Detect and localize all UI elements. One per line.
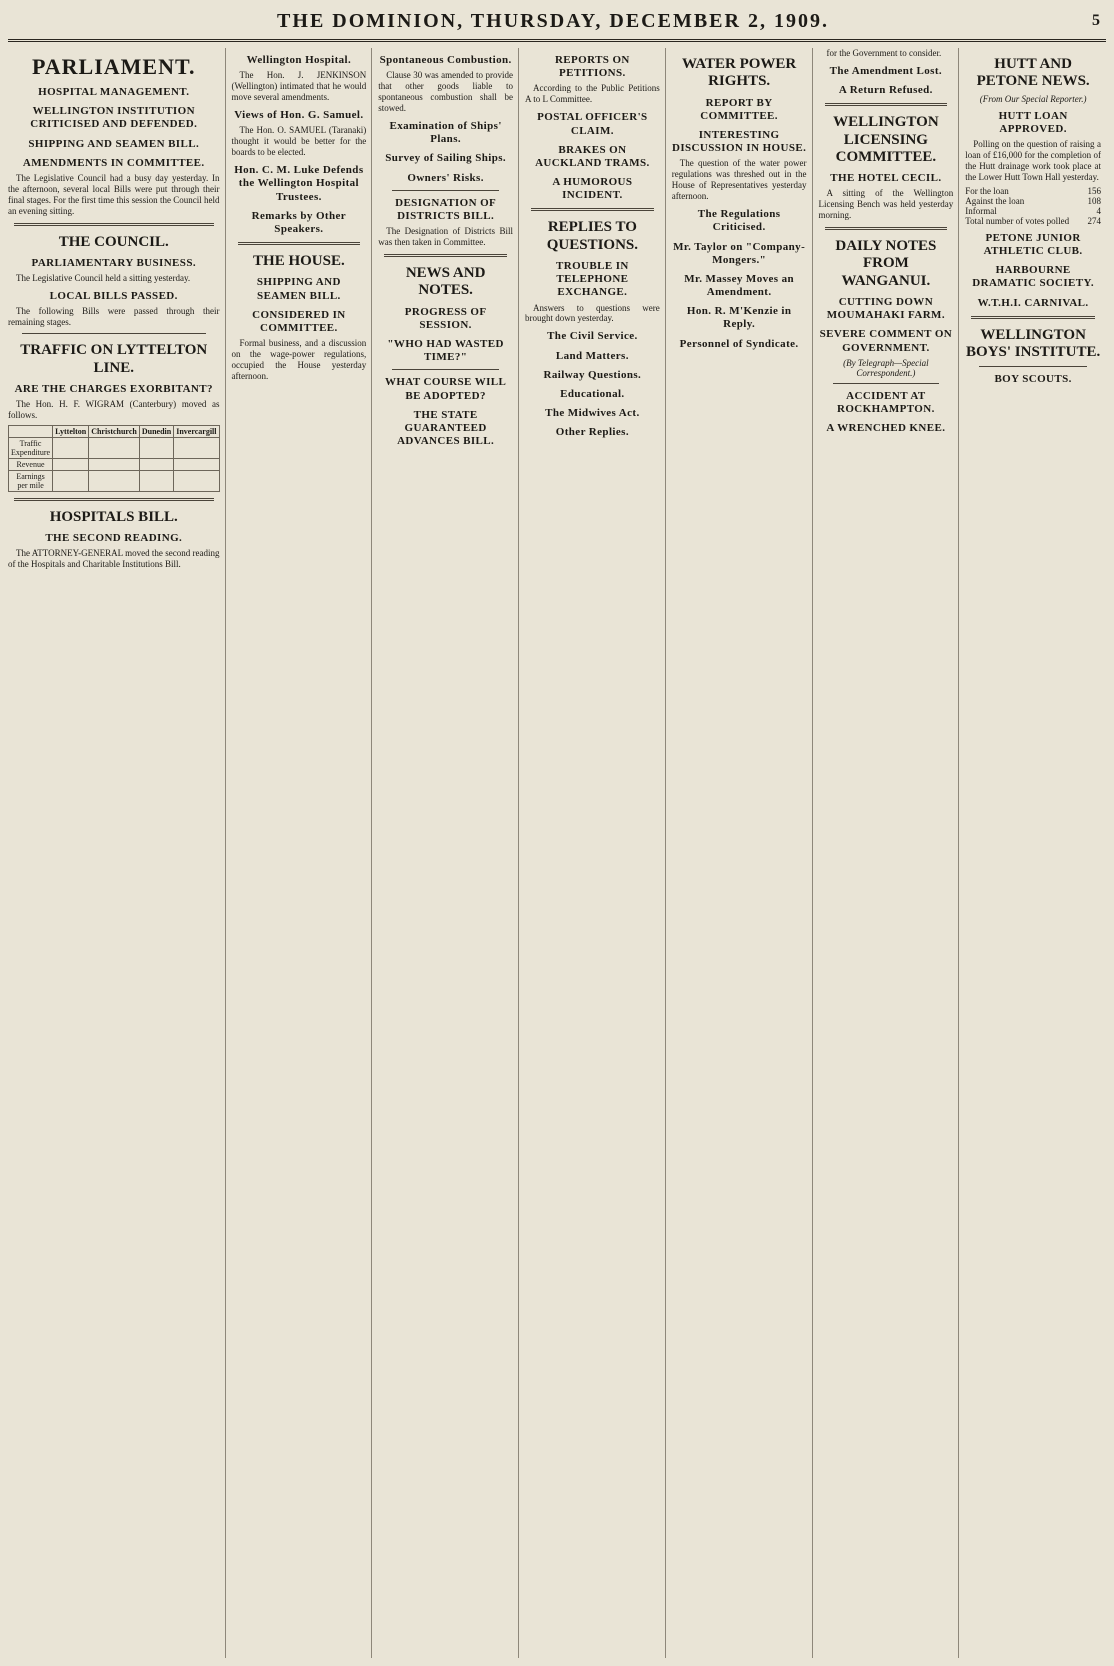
columns (8, 48, 1106, 1658)
vote-row (965, 206, 1101, 216)
vote-row (965, 216, 1101, 226)
double-divider (531, 208, 654, 211)
headline-hospitals-bill: HOSPITALS BILL. (49, 508, 178, 525)
table-cell (174, 437, 219, 458)
subhead-owners-risks: Owners' Risks. (407, 171, 484, 184)
divider (392, 369, 499, 370)
subhead-luke-defends: Hon. C. M. Luke Defends the Wellington Hospital Trustees. (234, 164, 364, 203)
divider (392, 190, 499, 191)
table-header-row (9, 425, 220, 437)
table-row (9, 458, 220, 470)
subhead-ships-plans: Examination of Ships' Plans. (389, 120, 502, 146)
subhead-massey-amendment: Mr. Massey Moves an Amendment. (684, 272, 795, 299)
subhead-progress-session: PROGRESS OF SESSION. (404, 305, 487, 331)
subhead-land-matters: Land Matters. (555, 349, 629, 362)
double-divider (825, 227, 948, 230)
subhead-civil-service: The Civil Service. (547, 330, 638, 343)
subhead-report-committee: REPORT BY COMMITTEE. (700, 96, 778, 122)
vote-label: Informal (965, 205, 997, 216)
article-text: for the Government to consider. (826, 48, 942, 58)
telegraph-credit: (By Telegraph—Special Correspondent.) (843, 357, 929, 378)
subhead-rockhampton-accident: ACCIDENT AT ROCKHAMPTON. (836, 389, 935, 415)
column-4 (525, 48, 666, 1658)
vote-row (965, 196, 1101, 206)
column-1 (8, 48, 226, 1658)
column-7 (965, 48, 1106, 1658)
table-cell (174, 458, 219, 470)
subhead-railway-questions: Railway Questions. (543, 368, 642, 381)
vote-label: For the loan (965, 185, 1009, 196)
article-text: The following Bills were passed through their remaining stages. (8, 306, 220, 328)
headline-the-house: THE HOUSE. (253, 253, 345, 270)
headline-news-notes: NEWS AND NOTES. (405, 265, 486, 299)
table-row (9, 437, 220, 458)
table-cell: Revenue (9, 458, 53, 470)
table-cell (139, 470, 173, 491)
masthead (8, 6, 1106, 42)
article-text: The ATTORNEY-GENERAL moved the second reading of the Hospitals and Charitable Institutions Bill. (8, 548, 220, 570)
subhead-wasted-time: "WHO HAD WASTED TIME?" (387, 338, 504, 364)
divider (833, 383, 940, 384)
vote-value: 156 (1087, 185, 1101, 196)
table-header: Dunedin (139, 425, 173, 437)
table-cell (139, 437, 173, 458)
vote-results (965, 186, 1101, 226)
subhead-interesting-discussion: INTERESTING DISCUSSION IN HOUSE. (672, 128, 807, 155)
headline-wanganui-notes: DAILY NOTES FROM WANGANUI. (835, 238, 937, 289)
subhead-moumahaki-farm: CUTTING DOWN MOUMAHAKI FARM. (826, 295, 945, 322)
subhead-what-course: WHAT COURSE WILL BE ADOPTED? (384, 376, 507, 402)
subhead-dramatic-society: HARBOURNE DRAMATIC SOCIETY. (972, 264, 1094, 290)
subhead-amendments: AMENDMENTS IN COMMITTEE. (22, 156, 205, 169)
subhead-wrenched-knee: A WRENCHED KNEE. (826, 422, 946, 435)
subhead-junior-athletic: PETONE JUNIOR ATHLETIC CLUB. (983, 231, 1083, 257)
table-cell (53, 458, 89, 470)
subhead-reports-petitions: REPORTS ON PETITIONS. (554, 54, 630, 80)
subhead-postal-officer: POSTAL OFFICER'S CLAIM. (537, 111, 648, 137)
article-text: The question of the water power regulations was threshed out in the House of Representatives yesterday afternoon. (671, 158, 807, 202)
vote-value: 4 (1096, 205, 1101, 216)
double-divider (238, 242, 361, 245)
article-text: The Hon. H. F. WIGRAM (Canterbury) moved as follows. (8, 399, 220, 420)
subhead-wellington-institution: WELLINGTON INSTITUTION CRITICISED AND DEFENDED. (30, 105, 198, 131)
subhead-boy-scouts: BOY SCOUTS. (994, 373, 1072, 386)
table-cell: Traffic Expenditure (9, 437, 53, 458)
subhead-regulations-criticised: The Regulations Criticised. (697, 208, 781, 234)
subhead-shipping-bill: SHIPPING AND SEAMEN BILL. (28, 137, 200, 150)
subhead-mckenzie-reply: Hon. R. M'Kenzie in Reply. (686, 305, 792, 331)
article-text: According to the Public Petitions A to L Committee. (525, 83, 660, 105)
table-cell (89, 470, 140, 491)
table-cell (53, 470, 89, 491)
headline-licensing-committee: WELLINGTON LICENSING COMMITTEE. (833, 114, 939, 165)
subhead-hospital-management: HOSPITAL MANAGEMENT. (38, 86, 190, 98)
headline-parliament: PARLIAMENT. (31, 54, 196, 79)
table-cell: Earnings per mile (9, 470, 53, 491)
vote-label: Total number of votes polled (965, 215, 1070, 226)
reporter-credit: (From Our Special Reporter.) (979, 93, 1087, 104)
subhead-parliamentary-business: PARLIAMENTARY BUSINESS. (31, 257, 196, 270)
subhead-districts-bill: DESIGNATION OF DISTRICTS BILL. (395, 196, 497, 222)
subhead-wellington-hospital: Wellington Hospital. (246, 54, 352, 66)
column-6 (819, 48, 960, 1658)
table-cell (53, 437, 89, 458)
article-text: The Hon. O. SAMUEL (Taranaki) thought it would be better for the boards to be elected. (231, 125, 367, 158)
table-header: Invercargill (174, 425, 219, 437)
article-text: A sitting of the Wellington Licensing Bench was held yesterday morning. (818, 188, 954, 221)
headline-the-council: THE COUNCIL. (58, 233, 169, 250)
railway-table (8, 425, 220, 492)
subhead-shipping-seamen: SHIPPING AND SEAMEN BILL. (256, 276, 341, 302)
subhead-carnival: W.T.H.I. CARNIVAL. (977, 296, 1089, 309)
table-cell (89, 437, 140, 458)
article-text: The Hon. J. JENKINSON (Wellington) intimated that he would move several amendments. (231, 70, 367, 103)
vote-row (965, 186, 1101, 196)
headline-replies-questions: REPLIES TO QUESTIONS. (546, 219, 639, 253)
subhead-exorbitant-charges: ARE THE CHARGES EXORBITANT? (14, 382, 213, 395)
vote-value: 274 (1087, 215, 1101, 226)
double-divider (384, 254, 507, 257)
subhead-midwives-act: The Midwives Act. (545, 407, 640, 420)
headline-lyttelton-traffic: TRAFFIC ON LYTTELTON LINE. (20, 342, 208, 376)
subhead-local-bills: LOCAL BILLS PASSED. (49, 290, 178, 303)
subhead-humorous-incident: A HUMOROUS INCIDENT. (552, 176, 633, 202)
column-3 (378, 48, 519, 1658)
subhead-amendment-lost: The Amendment Lost. (829, 64, 943, 77)
table-row (9, 470, 220, 491)
column-2 (232, 48, 373, 1658)
subhead-return-refused: A Return Refused. (838, 84, 933, 97)
subhead-hutt-loan: HUTT LOAN APPROVED. (998, 109, 1068, 135)
article-text: The Designation of Districts Bill was then taken in Committee. (378, 226, 513, 248)
table-cell (174, 470, 219, 491)
article-text: Polling on the question of raising a loan of £16,000 for the completion of the Hutt drainage work took place at the Lower Hutt Town Hall yesterday. (965, 138, 1101, 182)
subhead-advances-bill: THE STATE GUARANTEED ADVANCES BILL. (397, 408, 495, 448)
subhead-syndicate: Personnel of Syndicate. (679, 337, 799, 350)
subhead-samuel-views: Views of Hon. G. Samuel. (234, 109, 364, 122)
subhead-auckland-trams: BRAKES ON AUCKLAND TRAMS. (535, 143, 650, 169)
table-header: Christchurch (89, 425, 140, 437)
divider (22, 333, 206, 334)
table-cell (89, 458, 140, 470)
headline-hutt-petone: HUTT AND PETONE NEWS. (976, 56, 1090, 90)
vote-label: Against the loan (965, 195, 1025, 206)
subhead-hotel-cecil: THE HOTEL CECIL. (830, 172, 942, 185)
article-text: The Legislative Council had a busy day yesterday. In the afternoon, several local Bills were put through their final stages. For the first time this session the Council held an evening sitting. (8, 172, 220, 216)
subhead-sailing-ships: Survey of Sailing Ships. (385, 152, 507, 165)
subhead-other-replies: Other Replies. (555, 426, 629, 439)
masthead-title: THE DOMINION, THURSDAY, DECEMBER 2, 1909. (277, 9, 829, 32)
table-header (9, 425, 53, 437)
double-divider (14, 498, 214, 501)
double-divider (971, 316, 1095, 319)
article-text: Formal business, and a discussion on the wage-power regulations, occupied the House yesterday afternoon. (231, 338, 367, 382)
double-divider (14, 223, 214, 226)
article-text: Answers to questions were brought down yesterday. (525, 302, 660, 324)
subhead-company-mongers: Mr. Taylor on "Company-Mongers." (673, 240, 806, 266)
subhead-severe-comment: SEVERE COMMENT ON GOVERNMENT. (819, 328, 953, 354)
headline-boys-institute: WELLINGTON BOYS' INSTITUTE. (966, 326, 1101, 360)
subhead-spontaneous-combustion: Spontaneous Combustion. (379, 54, 512, 66)
table-cell (139, 458, 173, 470)
subhead-considered-committee: CONSIDERED IN COMMITTEE. (252, 308, 346, 334)
page-number: 5 (1092, 12, 1100, 29)
article-text: Clause 30 was amended to provide that other goods liable to spontaneous combustion shall be stowed. (378, 70, 513, 114)
table-header: Lyttelton (53, 425, 89, 437)
article-text: The Legislative Council held a sitting yesterday. (16, 273, 191, 284)
subhead-telephone-exchange: TROUBLE IN TELEPHONE EXCHANGE. (555, 259, 629, 299)
column-5 (672, 48, 813, 1658)
subhead-other-speakers: Remarks by Other Speakers. (251, 209, 347, 235)
subhead-second-reading: THE SECOND READING. (45, 532, 183, 545)
headline-water-power: WATER POWER RIGHTS. (681, 56, 797, 90)
vote-value: 108 (1087, 195, 1101, 206)
subhead-educational: Educational. (560, 388, 625, 400)
double-divider (825, 103, 948, 106)
divider (979, 366, 1087, 367)
